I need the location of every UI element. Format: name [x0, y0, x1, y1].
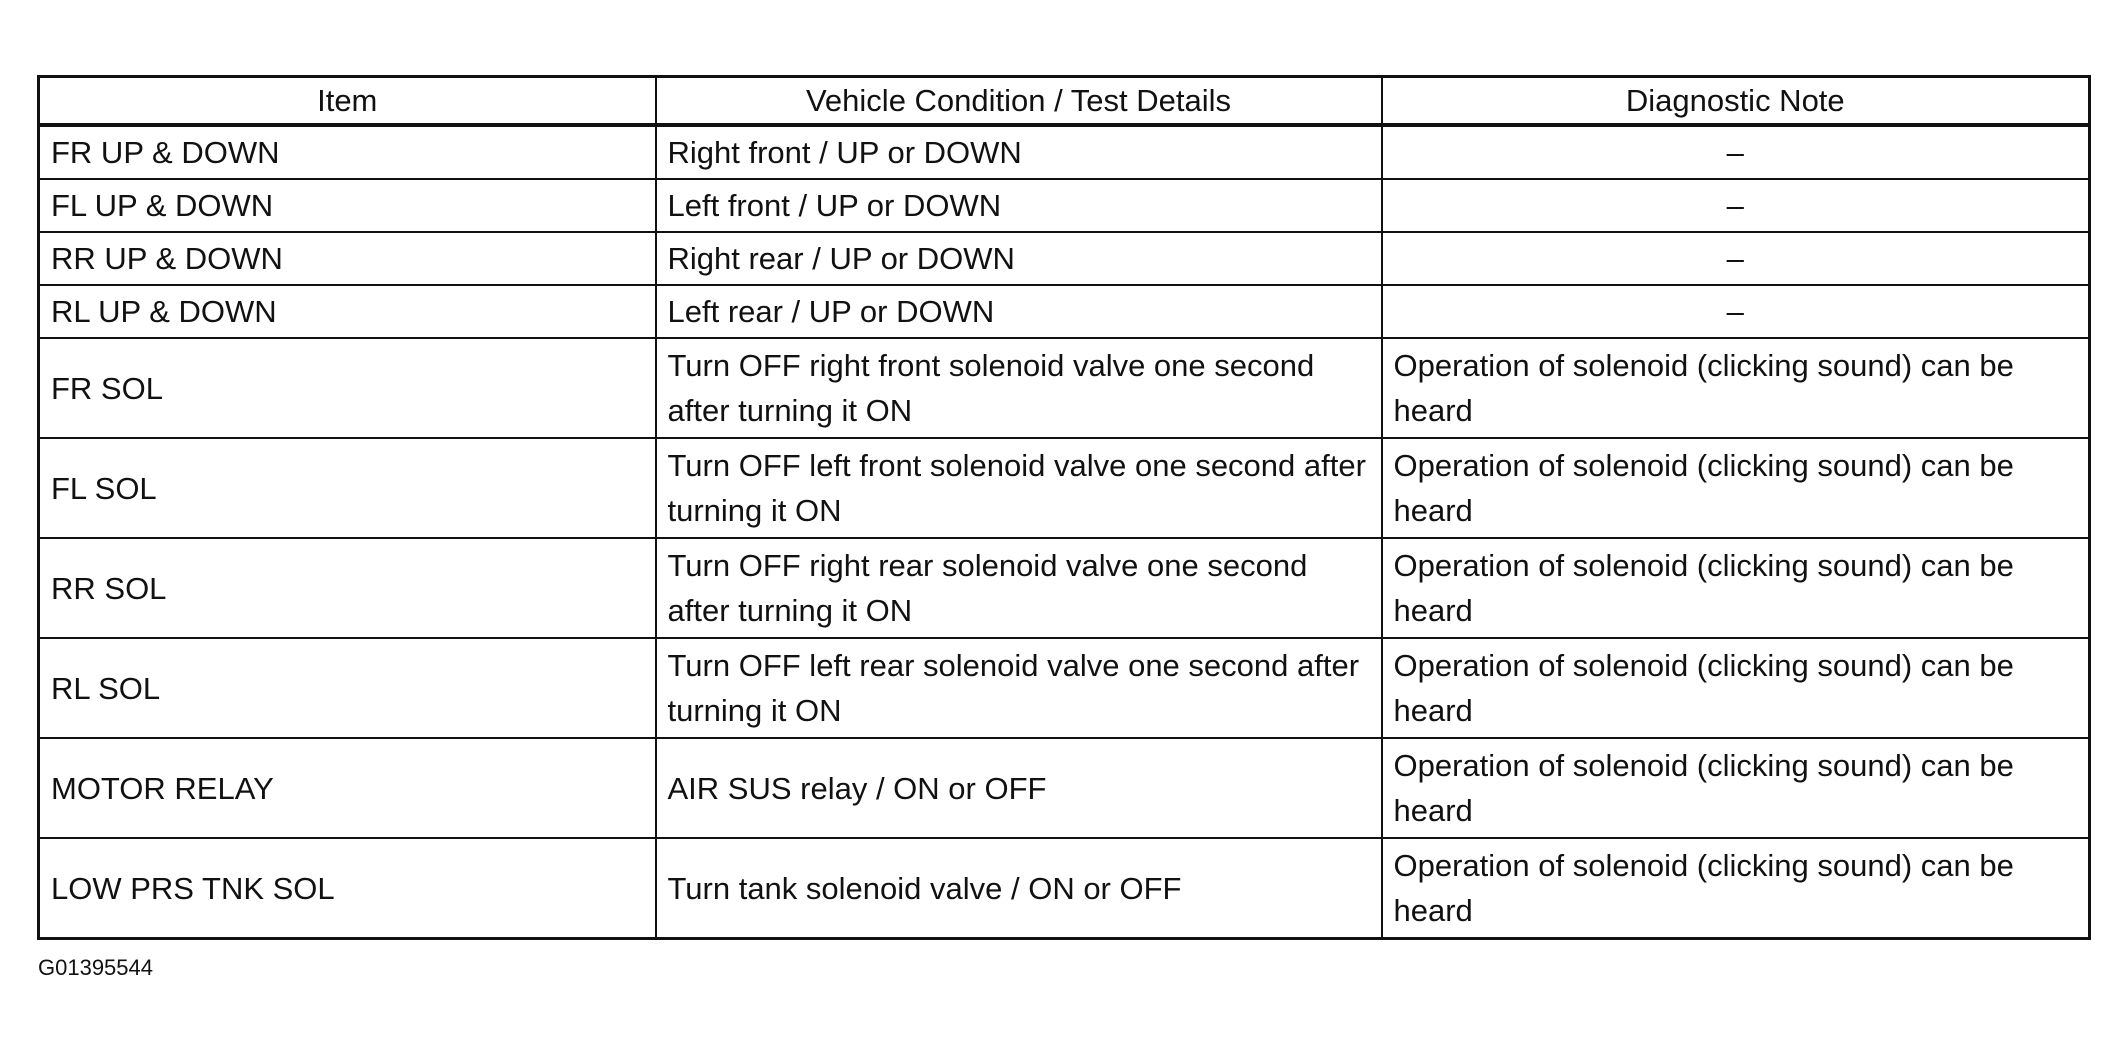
- note-cell: Operation of solenoid (clicking sound) can be heard: [1382, 338, 2090, 438]
- note-cell: Operation of solenoid (clicking sound) can be heard: [1382, 738, 2090, 838]
- condition-cell: Turn tank solenoid valve / ON or OFF: [656, 838, 1382, 939]
- condition-cell: Turn OFF right front solenoid valve one second after turning it ON: [656, 338, 1382, 438]
- item-cell: FL UP & DOWN: [39, 179, 656, 232]
- note-cell: –: [1382, 179, 2090, 232]
- table-row: [39, 179, 2090, 232]
- item-cell: LOW PRS TNK SOL: [39, 838, 656, 939]
- item-cell: MOTOR RELAY: [39, 738, 656, 838]
- diagnostic-table: [37, 75, 2091, 940]
- condition-cell: Turn OFF left rear solenoid valve one second after turning it ON: [656, 638, 1382, 738]
- table-row: [39, 438, 2090, 538]
- condition-cell: Turn OFF left front solenoid valve one second after turning it ON: [656, 438, 1382, 538]
- condition-cell: Right rear / UP or DOWN: [656, 232, 1382, 285]
- item-cell: RR SOL: [39, 538, 656, 638]
- note-cell: Operation of solenoid (clicking sound) can be heard: [1382, 638, 2090, 738]
- table-row: [39, 125, 2090, 179]
- table-row: [39, 285, 2090, 338]
- note-cell: Operation of solenoid (clicking sound) can be heard: [1382, 438, 2090, 538]
- header-vehicle-condition: Vehicle Condition / Test Details: [656, 77, 1382, 126]
- item-cell: RR UP & DOWN: [39, 232, 656, 285]
- condition-cell: Left front / UP or DOWN: [656, 179, 1382, 232]
- table-row: [39, 538, 2090, 638]
- note-cell: Operation of solenoid (clicking sound) can be heard: [1382, 538, 2090, 638]
- item-cell: RL UP & DOWN: [39, 285, 656, 338]
- condition-cell: Turn OFF right rear solenoid valve one second after turning it ON: [656, 538, 1382, 638]
- item-cell: FR SOL: [39, 338, 656, 438]
- condition-cell: AIR SUS relay / ON or OFF: [656, 738, 1382, 838]
- note-cell: –: [1382, 232, 2090, 285]
- table-row: [39, 738, 2090, 838]
- condition-cell: Left rear / UP or DOWN: [656, 285, 1382, 338]
- note-cell: –: [1382, 285, 2090, 338]
- figure-id: G01395544: [38, 955, 153, 980]
- table-row: [39, 338, 2090, 438]
- table-row: [39, 838, 2090, 939]
- note-cell: Operation of solenoid (clicking sound) can be heard: [1382, 838, 2090, 939]
- note-cell: –: [1382, 125, 2090, 179]
- header-item: Item: [39, 77, 656, 126]
- item-cell: FL SOL: [39, 438, 656, 538]
- item-cell: RL SOL: [39, 638, 656, 738]
- table-row: [39, 638, 2090, 738]
- table-header-row: [39, 77, 2090, 126]
- table-row: [39, 232, 2090, 285]
- header-diagnostic-note: Diagnostic Note: [1382, 77, 2090, 126]
- condition-cell: Right front / UP or DOWN: [656, 125, 1382, 179]
- item-cell: FR UP & DOWN: [39, 125, 656, 179]
